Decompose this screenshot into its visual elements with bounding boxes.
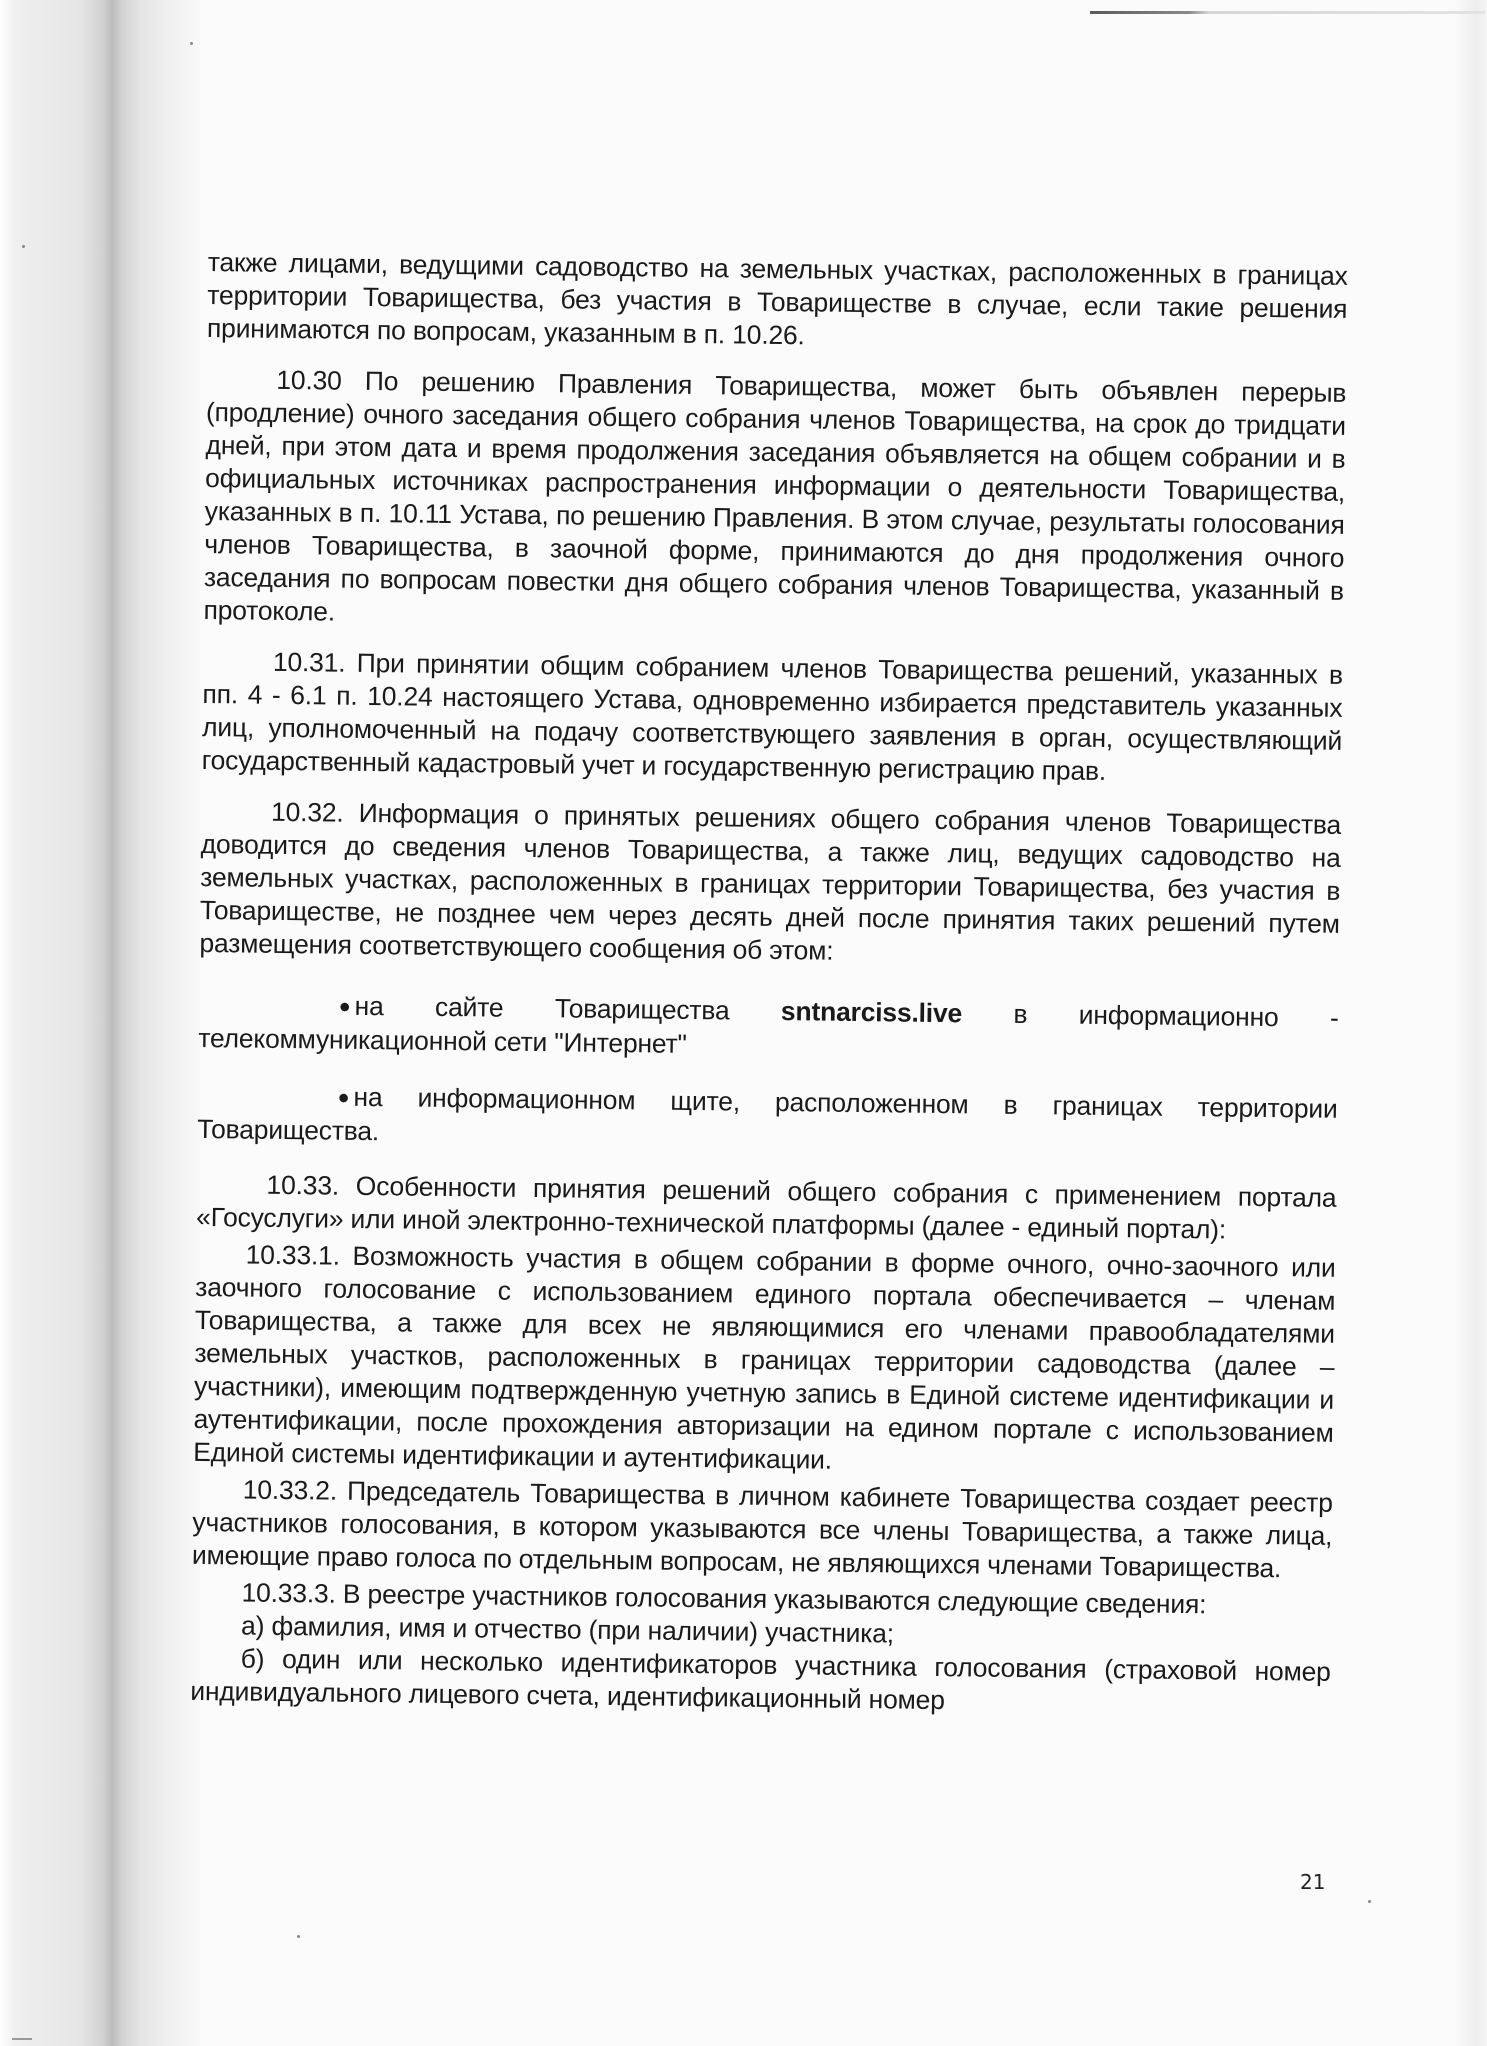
scan-speck: [297, 1935, 300, 1938]
paragraph-10-33-1: 10.33.1. Возможность участия в общем собрании в форме очного, очно-заочного или заочного голосование с использованием единого портала обеспечивается – членам Товарищества, а также для всех не являющимися его членами правообладателями земельных участков, расположенных в границах территории садоводства (далее – участники), имеющим подтвержденную учетную запись в Единой системе идентификации и аутентификации, после прохождения авторизации на едином портале с использованием Единой системы идентификации и аутентификации.: [193, 1239, 1336, 1475]
scan-bottom-edge-line: [12, 2038, 32, 2040]
bullet-item-info-board: [197, 1079, 1338, 1160]
scan-speck: [1368, 1900, 1371, 1903]
list-item-a: а) фамилия, имя и отчество (при наличии) участника;: [240, 1610, 895, 1649]
bullet-text: на информационном щите, расположенном в границах территории Товарищества.: [197, 1081, 1338, 1147]
paragraph-10-33: 10.33. Особенности принятия решений общего собрания с применением портала «Госуслуги» или иной электронно-технической платформы (далее - единый портал):: [195, 1169, 1337, 1245]
paragraph-10-32: 10.32. Информация о принятых решениях общего собрания членов Товарищества доводится до сведения членов Товарищества, а также лиц, ведущих садоводство на земельных участках, расположенных в границах территории Товарищества, без участия в Товариществе, не позднее чем через десять дней после принятия таких решений путем размещения соответствующего сообщения об этом:: [199, 796, 1342, 966]
page-number: 21: [1300, 1870, 1326, 1894]
bullet-item-website: [198, 988, 1339, 1069]
paragraph-10-33-3: 10.33.3. В реестре участников голосования указываются следующие сведения:: [241, 1577, 1207, 1620]
bullet-text-after: в информационно - телекоммуникационной сети "Интернет": [198, 998, 1339, 1059]
bullet-icon: ●: [338, 995, 351, 1018]
paragraph-10-31: 10.31. При принятии общим собранием членов Товарищества решений, указанных в пп. 4 - 6.1 п. 10.24 настоящего Устава, одновременно избирается представитель указанных лиц, уполномоченный на подачу соответствующего заявления в орган, осуществляющий государственный кадастровый учет и государственную регистрацию прав.: [201, 646, 1344, 787]
bullet-icon: ●: [337, 1086, 350, 1109]
scan-top-edge-line: [1090, 11, 1485, 14]
paragraph-10-33-2: 10.33.2. Председатель Товарищества в личном кабинете Товарищества создает реестр участников голосования, в котором указываются все члены Товарищества, а также лица, имеющие право голоса по отдельным вопросам, не являющихся членами Товарищества.: [191, 1474, 1333, 1584]
scan-right-edge: [1457, 0, 1487, 2046]
website-link[interactable]: sntnarciss.live: [780, 996, 963, 1029]
list-item-b: б) один или несколько идентификаторов участника голосования (страховой номер индивидуального лицевого счета, идентификационный номер: [190, 1643, 1331, 1716]
paragraph-10-30: 10.30 По решению Правления Товарищества, может быть объявлен перерыв (продление) очного заседания общего собрания членов Товарищества, на срок до тридцати дней, при этом дата и время продолжения заседания объявляется на общем собрании и в официальных источниках распространения информации о деятельности Товарищества, указанных в п. 10.11 Устава, по решению Правления. В этом случае, результаты голосования членов Товарищества, в заочной форме, принимаются до дня продолжения очного заседания по вопросам повестки дня общего собрания членов Товарищества, указанный в протоколе.: [203, 364, 1347, 627]
paragraph-continuation: также лицами, ведущими садоводство на земельных участках, расположенных в границах территории Товарищества, без участия в Товариществе в случае, если такие решения принимаются по вопросам, указанным в п. 10.26.: [206, 246, 1348, 351]
scan-speck: [190, 42, 193, 45]
document-page: [190, 246, 1348, 1722]
scan-binding-shadow: [0, 0, 200, 2046]
bullet-text-before: на сайте Товарищества: [354, 990, 730, 1026]
scan-speck: [22, 245, 25, 248]
